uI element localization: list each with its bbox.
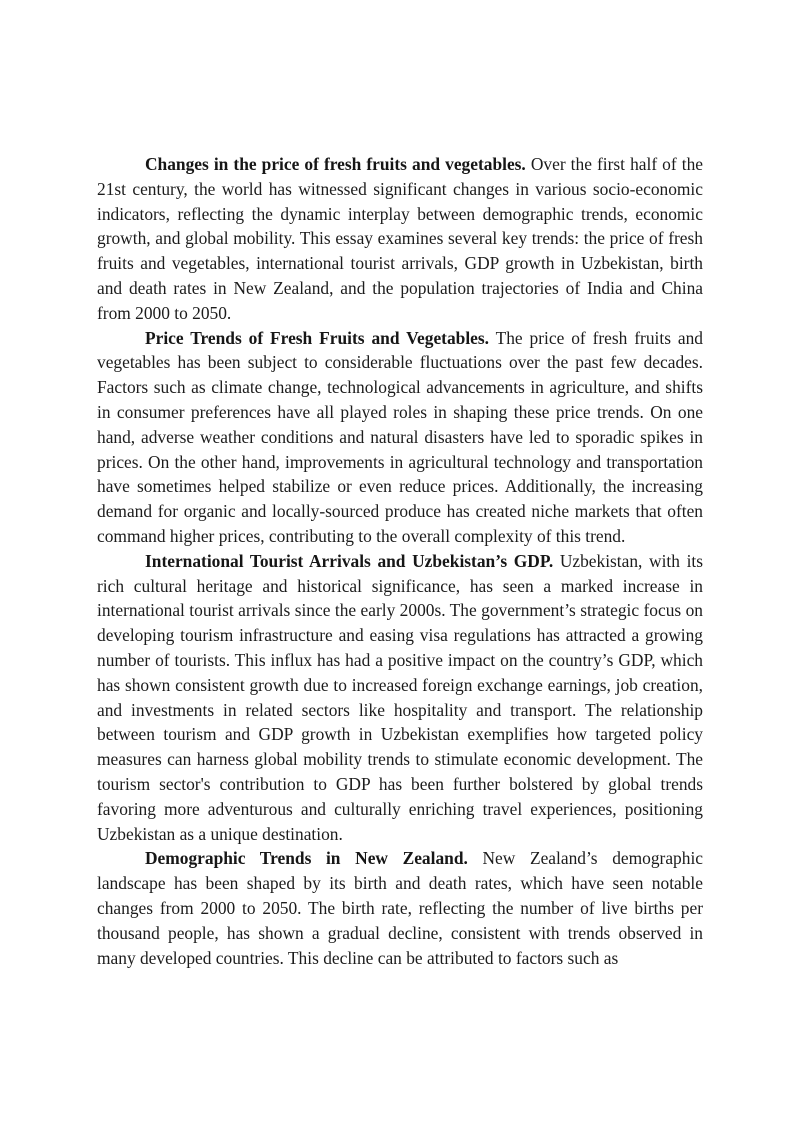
paragraph-heading: Demographic Trends in New Zealand. [145,848,468,869]
paragraph-intro [97,152,703,326]
paragraph-price-trends [97,326,703,549]
paragraph-heading: Changes in the price of fresh fruits and vegetables. [145,154,526,174]
paragraph-tourism-gdp [97,549,703,847]
paragraph-text: Uzbekistan, with its rich cultural heritage and historical significance, has seen a marked increase in international tourist arrivals since the early 2000s. The government’s strategic focus on developing tourism infrastructure and easing visa regulations has attracted a growing number of tourists. This influx has had a positive impact on the country’s GDP, which has shown consistent growth due to increased foreign exchange earnings, job creation, and investments in related sectors like hospitality and transport. The relationship between tourism and GDP growth in Uzbekistan exemplifies how targeted policy measures can harness global mobility trends to stimulate economic development. The tourism sector's contribution to GDP has been further bolstered by global trends favoring more adventurous and culturally enriching travel experiences, positioning Uzbekistan as a unique destination. [97,550,703,844]
paragraph-text: Over the first half of the 21st century, the world has witnessed significant changes in various socio-economic indicators, reflecting the dynamic interplay between demographic trends, economic growth, and global mobility. This essay examines several key trends: the price of fresh fruits and vegetables, international tourist arrivals, GDP growth in Uzbekistan, birth and death rates in New Zealand, and the population trajectories of India and China from 2000 to 2050. [97,154,703,323]
paragraph-new-zealand [97,846,703,970]
paragraph-heading: Price Trends of Fresh Fruits and Vegetables. [145,327,489,348]
paragraph-heading: International Tourist Arrivals and Uzbekistan’s GDP. [145,550,554,571]
paragraph-text: The price of fresh fruits and vegetables has been subject to considerable fluctuations over the past few decades. Factors such as climate change, technological advancements in agriculture, and shifts in consumer preferences have all played roles in shaping these price trends. On one hand, adverse weather conditions and natural disasters have led to sporadic spikes in prices. On the other hand, improvements in agricultural technology and transportation have sometimes helped stabilize or even reduce prices. Additionally, the increasing demand for organic and locally-sourced produce has created niche markets that often command higher prices, contributing to the overall complexity of this trend. [97,327,703,546]
document-body [97,152,703,970]
paragraph-text: New Zealand’s demographic landscape has been shaped by its birth and death rates, which have seen notable changes from 2000 to 2050. The birth rate, reflecting the number of live births per thousand people, has shown a gradual decline, consistent with trends observed in many developed countries. This decline can be attributed to factors such as [97,848,703,968]
